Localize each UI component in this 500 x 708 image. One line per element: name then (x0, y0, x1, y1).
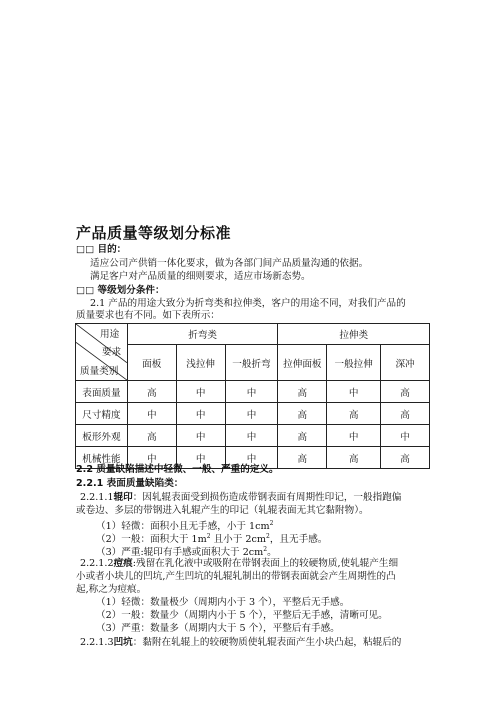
table-cell: 高 (278, 447, 327, 469)
superscript: 2 (263, 546, 268, 553)
para-2-2-1-2-line-1 (80, 558, 398, 570)
defect-term: 痘痕 (113, 558, 133, 569)
para-2-2-1-2-line-3: 起,称之为痘痕。 (76, 584, 147, 595)
para-2-2-1-1-line-1 (80, 492, 401, 504)
section-2-2-heading: 2.2 质量缺陷描述中轻微、一般、严重的定义。 (76, 464, 279, 475)
item-light: （1）轻微：数量极少（周期内小于 3 个），平整后无手感。 (96, 597, 350, 608)
quality-table (75, 323, 430, 469)
subheader: 深冲 (381, 345, 430, 381)
table-cell: 中 (176, 381, 225, 403)
table-cell: 高 (327, 447, 381, 469)
para-2-2-1-1-line-2: 或卷边、多层的带钢进入轧辊产生的印记（轧辊表面无其它黏附物）。 (76, 505, 369, 516)
subheader: 一般拉伸 (327, 345, 381, 381)
table-row (76, 425, 430, 447)
table-cell: 高 (278, 425, 327, 447)
row-label: 尺寸精度 (76, 403, 128, 425)
section-2-para-1: 2.1 产品的用途大致分为折弯类和拉伸类，客户的用途不同，对我们产品的 (90, 298, 406, 309)
table-row (76, 381, 430, 403)
table-cell: 高 (127, 381, 176, 403)
table-cell: 中 (327, 425, 381, 447)
table-cell: 高 (278, 403, 327, 425)
subheader: 拉伸面板 (278, 345, 327, 381)
section-2-heading: □□ 等级划分条件： (76, 285, 165, 296)
table-cell: 中 (225, 381, 278, 403)
table-cell: 中 (127, 403, 176, 425)
item-text: （1）轻微：面积小且无手感，小于 1cm (96, 521, 270, 533)
doc-title: 产品质量等级划分标准 (76, 224, 232, 242)
table-cell: 中 (176, 447, 225, 469)
clause-text: ：黏附在轧辊上的较硬物质使轧辊表面产生小块凸起，粘辊后的 (132, 637, 402, 648)
table-cell: 中 (127, 447, 176, 469)
section-2-2-1-heading: 2.2.1 表面质量缺陷类： (76, 478, 184, 489)
item-text: ，且无手感。 (269, 534, 328, 546)
table-cell: 高 (127, 425, 176, 447)
clause-number: 2.2.1.2 (80, 558, 114, 569)
corner-label-quality-category: 质量类别 (80, 366, 119, 377)
section-2-para-2: 质量要求也有不同。如下表所示： (76, 310, 220, 321)
table-cell: 高 (381, 447, 430, 469)
table-cell: 中 (327, 381, 381, 403)
clause-number: 2.2.1.1 (80, 492, 114, 503)
item-severe: （3）严重：数量多（周期内大于 5 个），平整后有手感。 (96, 623, 340, 634)
subheader: 一般折弯 (225, 345, 278, 381)
defect-term: 凹坑 (113, 637, 133, 648)
section-1-para-2: 满足客户对产品质量的细则要求，适应市场新态势。 (90, 271, 311, 282)
superscript: 2 (206, 533, 211, 540)
table-cell: 高 (327, 403, 381, 425)
group-header-drawing: 拉伸类 (278, 324, 430, 345)
section-1-para-1: 适应公司产供销一体化要求，做为各部门间产品质量沟通的依据。 (90, 258, 369, 269)
row-label: 板形外观 (76, 425, 128, 447)
item-severe (96, 544, 277, 559)
section-1-heading: □□ 目的： (76, 244, 127, 255)
item-text: （2）一般：面积大于 1m (96, 534, 207, 546)
subheader: 面板 (127, 345, 176, 381)
clause-number: 2.2.1.3 (80, 637, 114, 648)
row-label: 机械性能 (76, 447, 128, 469)
table-cell: 中 (176, 403, 225, 425)
para-2-2-1-3-line-1 (80, 637, 401, 649)
table-cell: 中 (176, 425, 225, 447)
clause-text: :残留在乳化液中或吸附在带钢表面上的较硬物质,使轧辊产生细 (132, 558, 399, 569)
clause-text: ：因轧辊表面受到损伤造成带钢表面有周期性印记，一般指跑偏 (132, 492, 402, 503)
table-cell: 高 (381, 381, 430, 403)
superscript: 2 (269, 520, 274, 527)
corner-label-usage: 用途 (100, 329, 120, 340)
subheader: 浅拉伸 (176, 345, 225, 381)
superscript: 2 (266, 533, 270, 540)
table-corner-cell (76, 324, 128, 381)
corner-label-requirement: 要求 (102, 347, 122, 358)
para-2-2-1-2-line-2: 小或者小块儿的凹坑,产生凹坑的轧辊轧制出的带钢表面就会产生周期性的凸 (76, 571, 396, 582)
table-cell: 中 (381, 425, 430, 447)
table-cell: 中 (225, 447, 278, 469)
item-text: 且小于 2cm (210, 534, 266, 546)
group-header-bending: 折弯类 (127, 324, 278, 345)
table-cell: 中 (225, 425, 278, 447)
row-label: 表面质量 (76, 381, 128, 403)
item-text: 。 (267, 547, 277, 559)
defect-term: 辊印 (113, 492, 133, 503)
table-cell: 高 (278, 381, 327, 403)
table-cell: 中 (225, 403, 278, 425)
table-cell: 高 (381, 403, 430, 425)
item-general: （2）一般：数量少（周期内小于 5 个），平整后无手感，清晰可见。 (96, 610, 388, 621)
item-text: （3）严重:辊印有手感或面积大于 2cm (96, 547, 264, 559)
table-row (76, 403, 430, 425)
